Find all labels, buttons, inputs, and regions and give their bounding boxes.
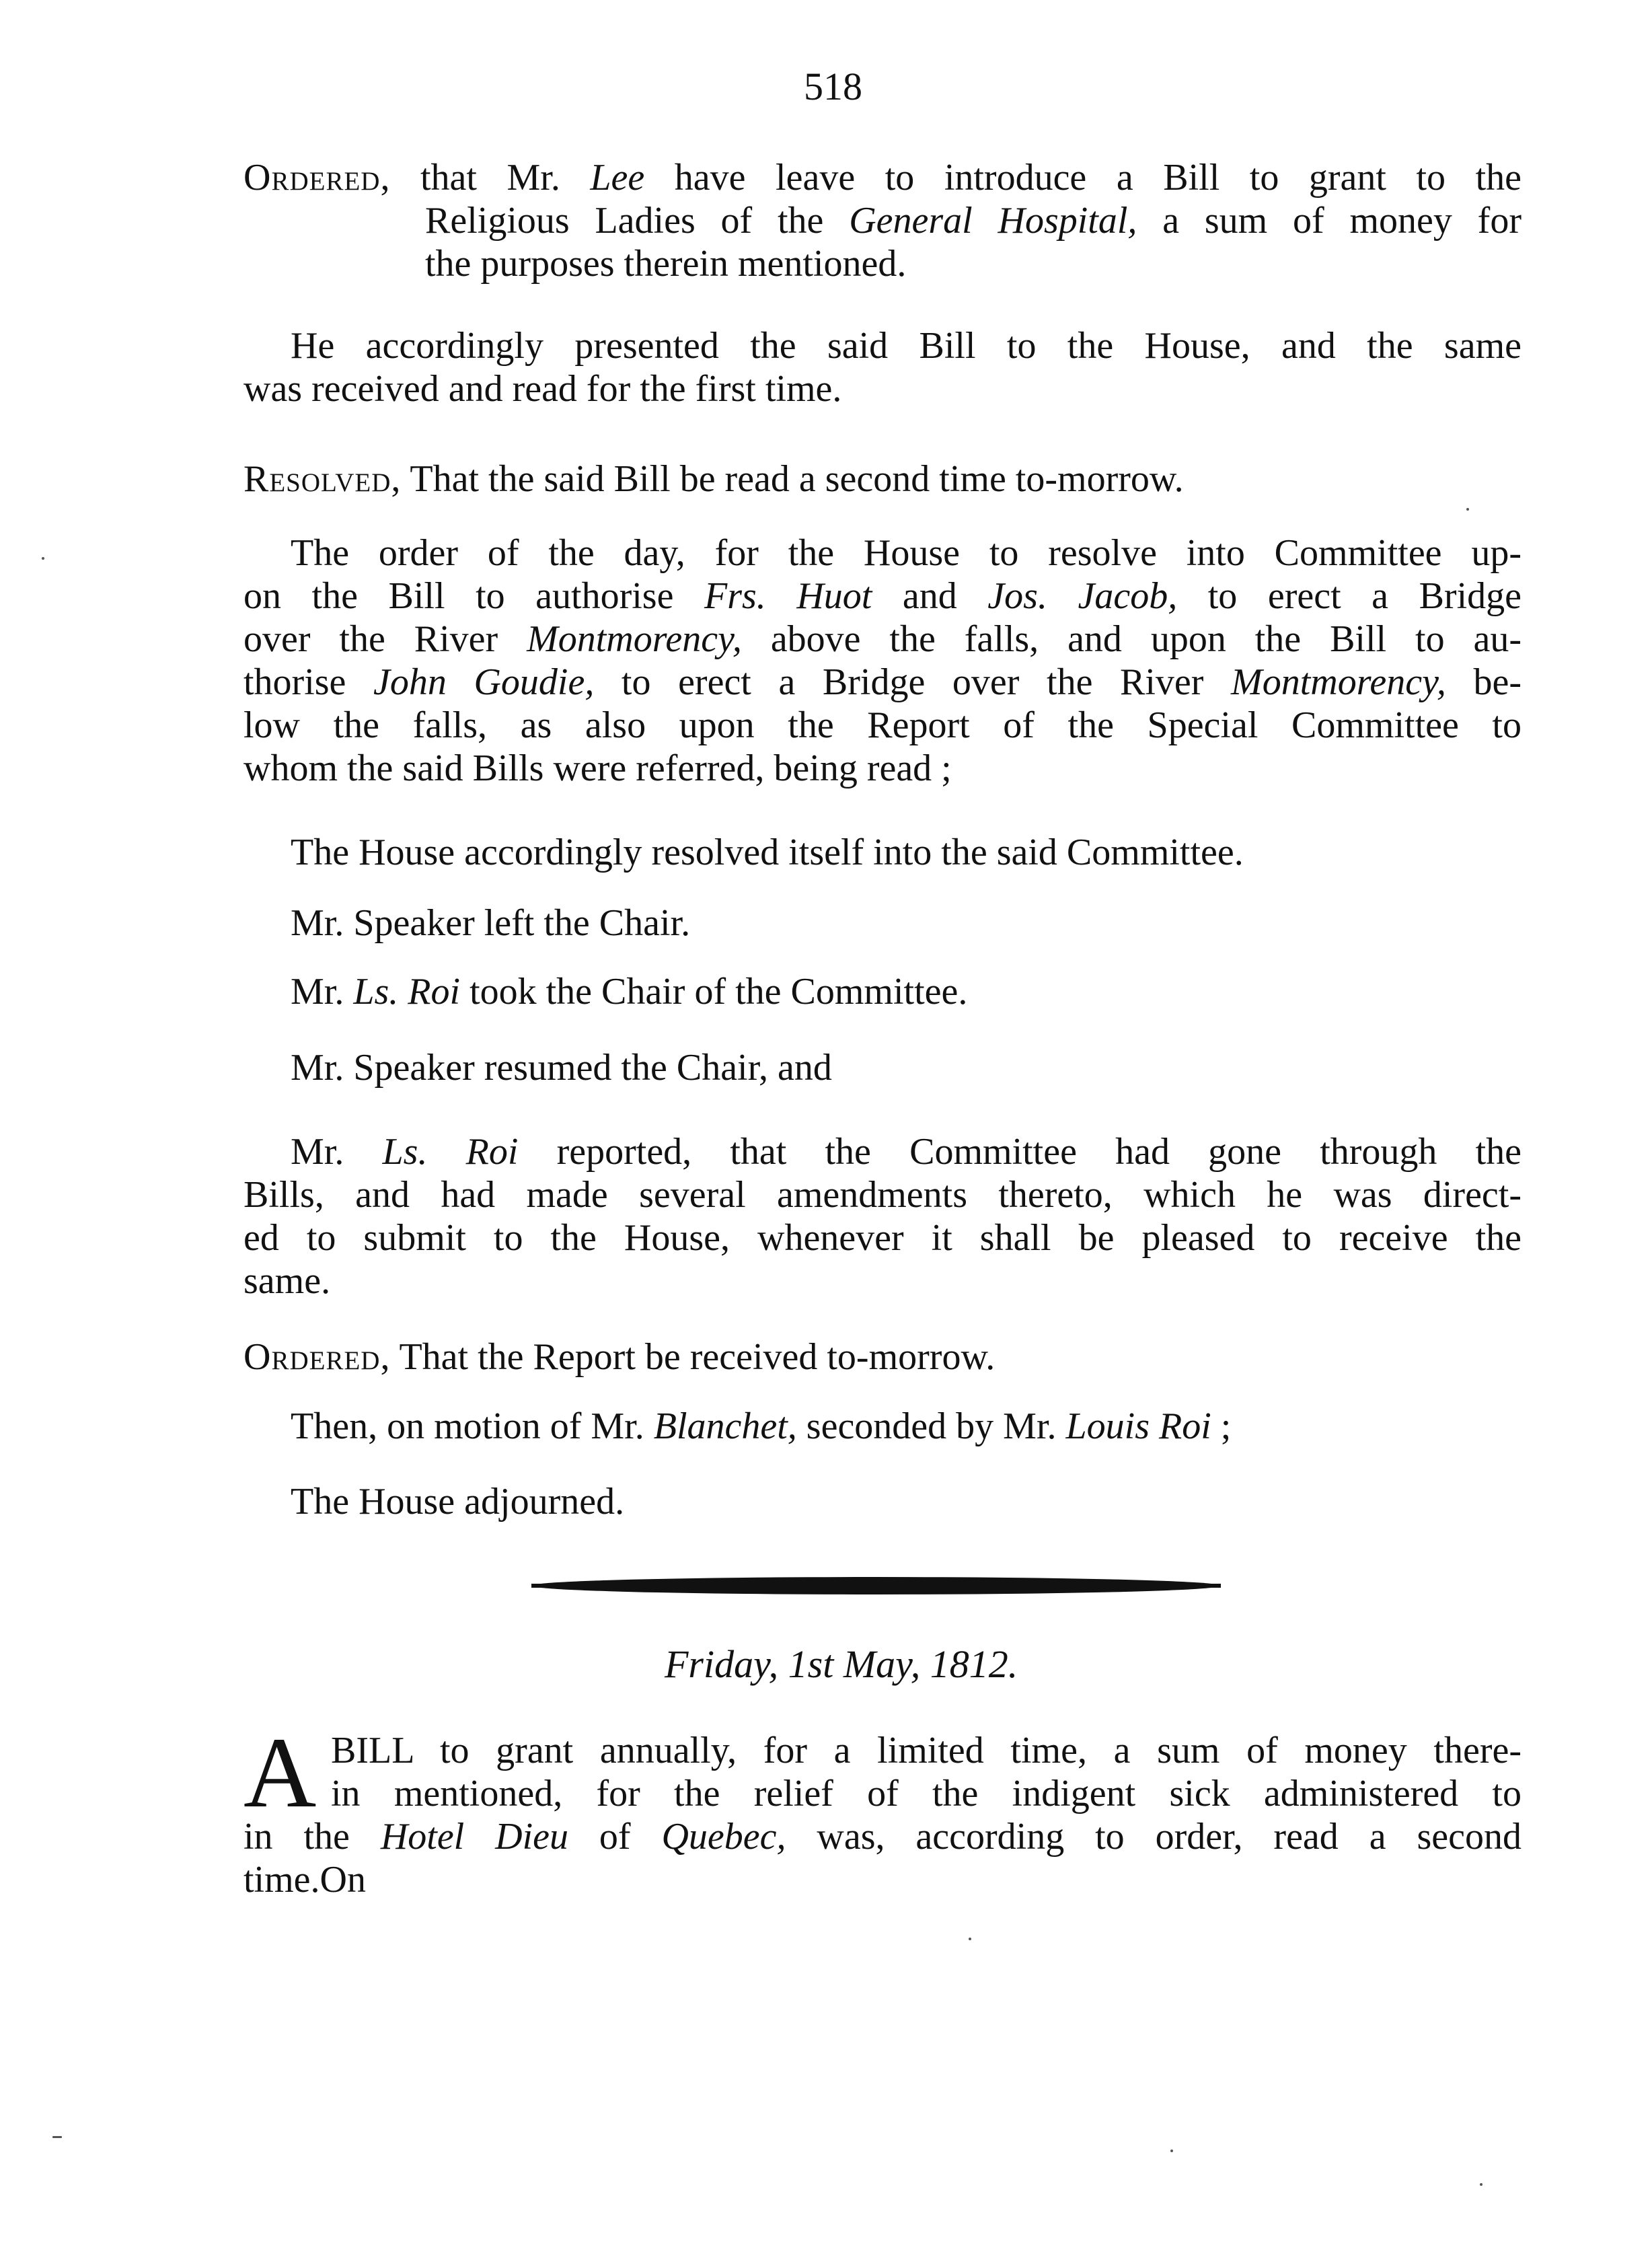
name-lee: Lee [590,157,645,198]
text-span: reported, that the Committee had gone through the [518,1131,1522,1173]
paragraph-bill-second-reading [243,1729,1522,1901]
text-span: and [872,575,988,617]
scan-speck [969,1938,971,1940]
paragraph-took-chair [291,970,967,1013]
text-line [243,1815,1522,1858]
paragraph-ordered-report [243,1335,995,1379]
text-line [243,1335,995,1379]
text-span: of [568,1816,662,1858]
label-ordered: Ordered, [243,157,391,198]
text-line: was received and read for the first time. [243,368,842,410]
text-line: Mr. Speaker resumed the Chair, and [291,1047,832,1089]
institution-general-hospital: General Hospital, [849,200,1137,242]
text-span: Religious Ladies of the [425,200,850,242]
text-line [243,618,1522,661]
text-span: time. [243,1859,320,1901]
text-line [243,1858,1522,1901]
drop-cap: A [243,1717,317,1829]
text-line [425,199,1522,242]
text-span: to erect a Bridge [1177,575,1522,617]
text-span: on the Bill to authorise [243,575,704,617]
label-ordered: Ordered, [243,1336,391,1378]
paragraph-adjourned [291,1480,624,1523]
text-span: seconded by Mr. [796,1405,1066,1447]
text-line: BILL to grant annually, for a limited time, a sum of money there- [331,1730,1522,1771]
text-line: Mr. Speaker left the Chair. [291,902,691,944]
paragraph-resolved [243,457,1184,501]
text-span: Mr. [291,971,354,1013]
paragraph-committee-report [243,1130,1522,1302]
text-line: The House adjourned. [291,1481,625,1522]
text-span: ; [1211,1405,1232,1447]
scan-speck [42,557,44,560]
text-line: He accordingly presented the said Bill to the House, and the same [291,325,1522,367]
scan-speck [52,2136,62,2138]
text-span: have leave to introduce a Bill to grant to the [644,157,1522,198]
text-span: That the said Bill be read a second time to-morrow. [401,458,1184,500]
name-roi: Ls. Roi [353,971,461,1013]
text-line [291,970,967,1013]
text-line [243,156,1522,199]
page-number: 518 [804,65,862,108]
section-divider-rule-line [531,1584,1221,1588]
text-line [243,457,1184,501]
text-span: to erect a Bridge over the River [594,661,1232,703]
paragraph-house-resolved [291,831,1244,874]
text-line: same. [243,1260,331,1302]
place-quebec: Quebec, [661,1816,786,1858]
paragraph-bill-presented [243,324,1522,410]
text-line [243,575,1522,618]
text-line: Bills, and had made several amendments thereto, which he was direct- [243,1174,1522,1216]
text-span: over the River [243,618,527,660]
river-montmorency: Montmorency, [1231,661,1446,703]
name-louis-roi: Louis Roi [1065,1405,1211,1447]
paragraph-speaker-resumed [291,1046,832,1089]
text-line [243,1130,1522,1173]
name-jacob: Jos. Jacob, [987,575,1178,617]
text-span: be- [1446,661,1522,703]
text-line: ed to submit to the House, whenever it shall be pleased to receive the [243,1217,1522,1259]
text-span: Mr. [291,1131,383,1173]
name-goudie: John Goudie, [373,661,595,703]
river-montmorency: Montmorency, [527,618,742,660]
text-span: above the falls, and upon the Bill to au- [741,618,1522,660]
text-span: thorise [243,661,374,703]
text-line: low the falls, as also upon the Report of the Special Committee to [243,704,1522,746]
name-huot: Frs. Huot [704,575,872,617]
scan-speck [1480,2183,1482,2186]
text-span: in the [243,1816,381,1858]
text-line [243,661,1522,704]
text-line: The order of the day, for the House to resolve into Committee up- [291,532,1522,574]
paragraph-speaker-left [291,902,690,945]
paragraph-motion [291,1405,1231,1448]
scan-speck [1170,2150,1173,2152]
text-line [291,1405,1231,1448]
text-line: in mentioned, for the relief of the indigent sick administered to [331,1773,1522,1814]
text-span: Then, on motion of Mr. [291,1405,654,1447]
text-span: that Mr. [390,157,591,198]
paragraph-order-of-the-day [243,531,1522,790]
text-line: whom the said Bills were referred, being read ; [243,747,952,789]
text-span: was, according to order, read a second [786,1816,1522,1858]
name-roi: Ls. Roi [382,1131,519,1173]
text-span: a sum of money for [1137,200,1522,242]
paragraph-ordered-bill-introduction [243,156,1522,285]
name-blanchet: Blanchet, [653,1405,797,1447]
text-span: took the Chair of the Committee. [460,971,968,1013]
date-heading: Friday, 1st May, 1812. [665,1642,1018,1686]
label-resolved: Resolved, [243,458,402,500]
institution-hotel-dieu: Hotel Dieu [380,1816,568,1858]
text-span: That the Report be received to-morrow. [390,1336,996,1378]
text-line: the purposes therein mentioned. [425,243,907,285]
scan-speck [1466,508,1469,511]
text-line: The House accordingly resolved itself into the said Committee. [291,832,1244,873]
catchword: On [320,1859,366,1901]
